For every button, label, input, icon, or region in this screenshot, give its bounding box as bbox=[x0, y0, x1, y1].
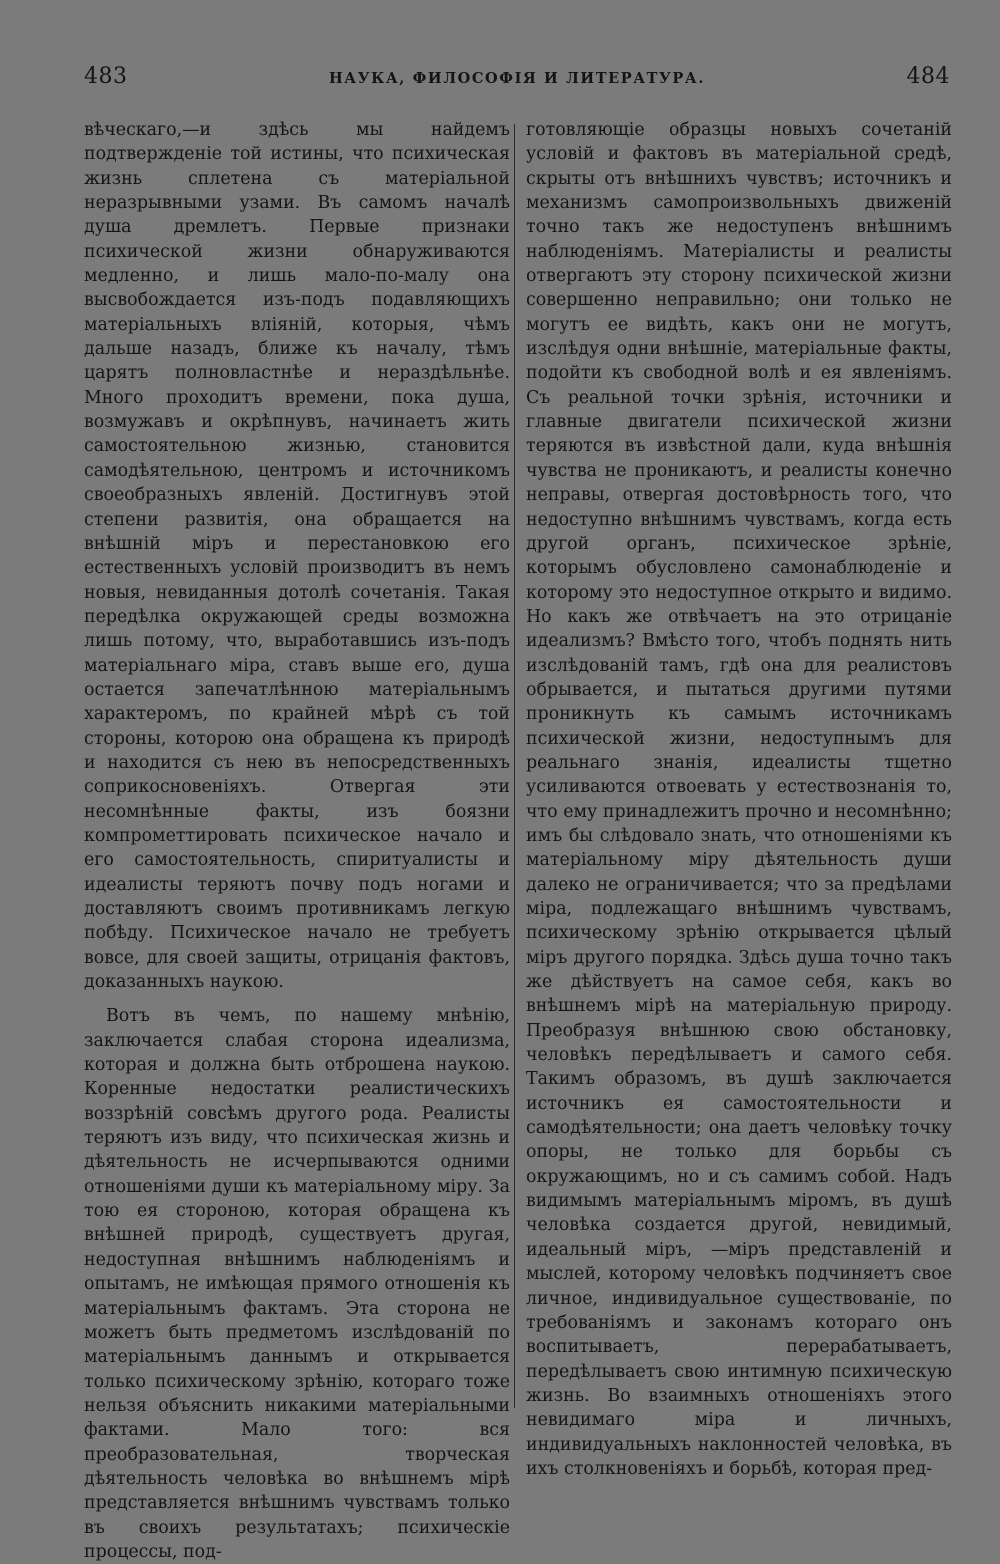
left-column bbox=[84, 118, 510, 1564]
page-number-left: 483 bbox=[84, 64, 128, 89]
page-number-right: 484 bbox=[906, 64, 950, 89]
running-title: НАУКА, ФИЛОСОФІЯ И ЛИТЕРАТУРА. bbox=[329, 70, 705, 87]
page-header bbox=[84, 64, 950, 96]
right-column bbox=[526, 118, 952, 1481]
left-paragraph-1: вѣческаго,—и здѣсь мы найдемъ подтвержденіе той истины, что психическая жизнь сплетена съ матеріальной неразрывными узами. Въ самомъ началѣ душа дремлетъ. Первые признаки психической жизни обнаруживаются медленно, и лишь мало-по-малу она высвобождается изъ-подъ подавляющихъ матеріальныхъ вліяній, которыя, чѣмъ дальше назадъ, ближе къ началу, тѣмъ царятъ полновластнѣе и нераздѣльнѣе. Много проходитъ времени, пока душа, возмужавъ и окрѣпнувъ, начинаетъ жить самостоятельною жизнью, становится самодѣятельною, центромъ и источникомъ своеобразныхъ явленій. Достигнувъ этой степени развитія, она обращается на внѣшній міръ и перестановкою его естественныхъ условій производитъ въ немъ новыя, невиданныя дотолѣ сочетанія. Такая передѣлка окружающей среды возможна лишь потому, что, выработавшись изъ-подъ матеріальнаго міра, ставъ выше его, душа остается запечатлѣнною матеріальнымъ характеромъ, по крайней мѣрѣ съ той стороны, которою она обращена къ природѣ и находится съ нею въ непосредственныхъ соприкосновеніяхъ. Отвергая эти несомнѣнные факты, изъ боязни компрометтировать психическое начало и его самостоятельность, спиритуалисты и идеалисты теряютъ почву подъ ногами и доставляютъ своимъ противникамъ легкую побѣду. Психическое начало не требуетъ вовсе, для своей защиты, отрицанія фактовъ, доказанныхъ наукою. bbox=[84, 120, 510, 993]
column-divider bbox=[514, 124, 515, 1408]
left-paragraph-2: Вотъ въ чемъ, по нашему мнѣнію, заключается слабая сторона идеализма, которая и должна быть отброшена наукою. Коренные недостатки реалистическихъ воззрѣній совсѣмъ другого рода. Реалисты теряютъ изъ виду, что психическая жизнь и дѣятельность не исчерпываются одними отношеніями души къ матеріальному міру. За тою ея стороною, которая обращена къ внѣшней природѣ, существуетъ другая, недоступная внѣшнимъ наблюденіямъ и опытамъ, не имѣющая прямого отношенія къ матеріальнымъ фактамъ. Эта сторона не можетъ быть предметомъ изслѣдованій по матеріальнымъ даннымъ и открывается только психическому зрѣнію, котораго тоже нельзя объяснить никакими матеріальными фактами. Мало того: вся преобразовательная, творческая дѣятельность человѣка во внѣшнемъ мірѣ представляется внѣшнимъ чувствамъ только въ своихъ результатахъ; психическіе процессы, под- bbox=[84, 1006, 510, 1562]
right-paragraph-1: готовляющіе образцы новыхъ сочетаній условій и фактовъ въ матеріальной средѣ, скрыты отъ внѣшнихъ чувствъ; источникъ и механизмъ самопроизвольныхъ движеній точно такъ же недоступенъ внѣшнимъ наблюденіямъ. Матеріалисты и реалисты отвергаютъ эту сторону психической жизни совершенно неправильно; они только не могутъ ее видѣть, какъ они не могутъ, изслѣдуя одни внѣшніе, матеріальные факты, подойти къ свободной волѣ и ея явленіямъ. Съ реальной точки зрѣнія, источники и главные двигатели психической жизни теряются въ извѣстной дали, куда внѣшнія чувства не проникаютъ, и реалисты конечно неправы, отвергая достовѣрность того, что недоступно внѣшнимъ чувствамъ, когда есть другой органъ, психическое зрѣніе, которымъ обусловлено самонаблюденіе и которому это недоступное открыто и видимо. Но какъ же отвѣчаетъ на это отрицаніе идеализмъ? Вмѣсто того, чтобъ поднять нить изслѣдованій тамъ, гдѣ она для реалистовъ обрывается, и пытаться другими путями проникнуть къ самымъ источникамъ психической жизни, недоступнымъ для реальнаго знанія, идеалисты тщетно усиливаются отвоевать у естествознанія то, что ему принадлежитъ прочно и несомнѣнно; имъ бы слѣдовало знать, что отношеніями къ матеріальному міру дѣятельность души далеко не ограничивается; что за предѣлами міра, подлежащаго внѣшнимъ чувствамъ, психическому зрѣнію открывается цѣлый міръ другого порядка. Здѣсь душа точно такъ же дѣйствуетъ на самое себя, какъ во внѣшнемъ мірѣ на матеріальную природу. Преобразуя внѣшнюю свою обстановку, человѣкъ передѣлываетъ и самого себя. Такимъ образомъ, въ душѣ заключается источникъ ея самостоятельности и самодѣятельности; она даетъ человѣку точку опоры, не только для борьбы съ окружающимъ, но и съ самимъ собой. Надъ видимымъ матеріальнымъ міромъ, въ душѣ человѣка создается другой, невидимый, идеальный міръ, —міръ представленій и мыслей, которому человѣкъ подчиняетъ свое личное, индивидуальное существованіе, по требованіямъ и законамъ котораго онъ воспитываетъ, перерабатываетъ, передѣлываетъ свою интимную психическую жизнь. Во взаимныхъ отношеніяхъ этого невидимаго міра и личныхъ, индивидуальныхъ наклонностей человѣка, въ ихъ столкновеніяхъ и борьбѣ, которая пред- bbox=[526, 120, 952, 1479]
